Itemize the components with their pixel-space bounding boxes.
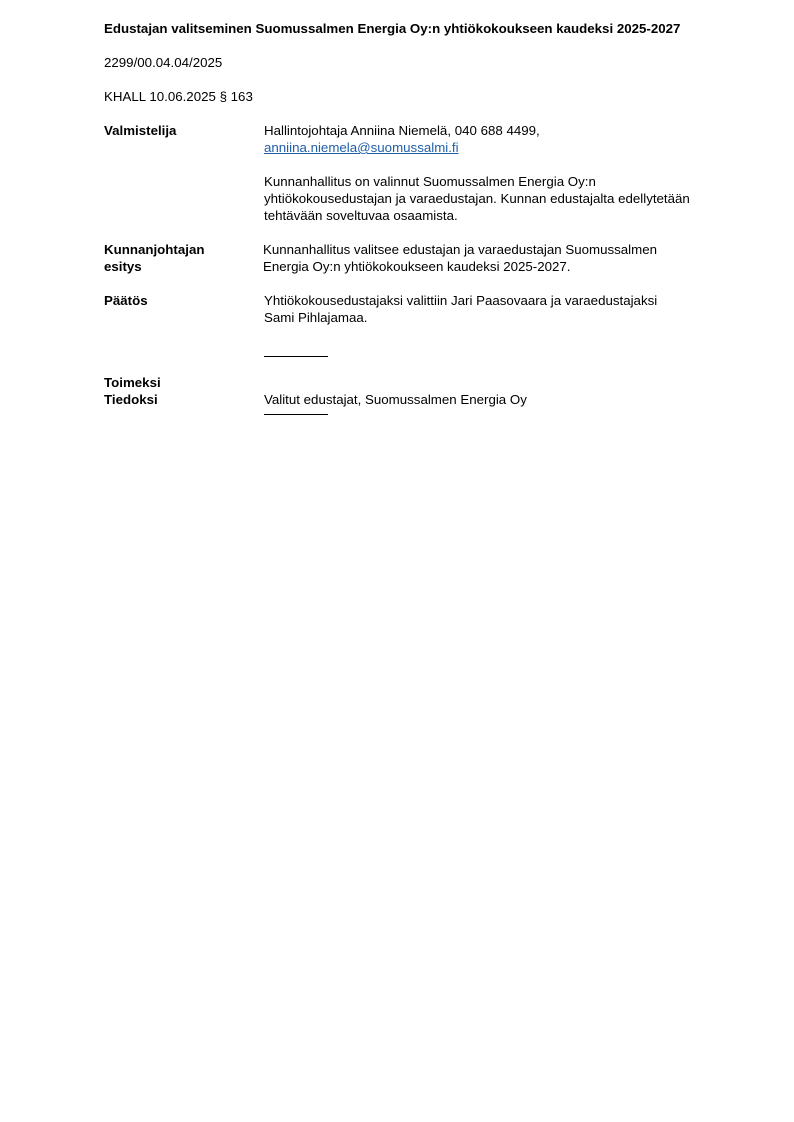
valmistelija-body-line-1: Kunnanhallitus on valinnut Suomussalmen Energia Oy:n: [264, 174, 596, 189]
valmistelija-body-line-3: tehtävään soveltuvaa osaamista.: [264, 208, 458, 223]
esitys-text-line-2: Energia Oy:n yhtiökokoukseen kaudeksi 2025-2027.: [263, 259, 571, 274]
document-page: [104, 20, 744, 415]
record-number: 2299/00.04.04/2025: [104, 55, 223, 70]
esitys-label-line-2: esitys: [104, 259, 142, 274]
document-title: Edustajan valitseminen Suomussalmen Energia Oy:n yhtiökokoukseen kaudeksi 2025-2027: [104, 21, 681, 36]
paatos-label: Päätös: [104, 293, 148, 308]
tiedoksi-divider: [264, 414, 328, 415]
valmistelija-content: [264, 122, 744, 224]
valmistelija-body-line-2: yhtiökokousedustajan ja varaedustajan. Kunnan edustajalta edellytetään: [264, 191, 690, 206]
section-paatos: [104, 292, 744, 357]
preparer-email-link[interactable]: anniina.niemela@suomussalmi.fi: [264, 140, 459, 155]
section-valmistelija: [104, 122, 744, 224]
meeting-reference: KHALL 10.06.2025 § 163: [104, 89, 253, 104]
esitys-label-line-1: Kunnanjohtajan: [104, 242, 205, 257]
tiedoksi-label: Tiedoksi: [104, 392, 158, 407]
section-toimeksi-tiedoksi: [104, 374, 744, 415]
esitys-content: [263, 241, 744, 275]
esitys-text-line-1: Kunnanhallitus valitsee edustajan ja varaedustajan Suomussalmen: [263, 242, 657, 257]
valmistelija-label: Valmistelija: [104, 123, 177, 138]
paatos-text-line-2: Sami Pihlajamaa.: [264, 310, 368, 325]
toimeksi-label: Toimeksi: [104, 375, 161, 390]
preparer-line: Hallintojohtaja Anniina Niemelä, 040 688 4499,: [264, 123, 540, 138]
toimeksi-tiedoksi-labels: [104, 374, 264, 415]
esitys-label: [104, 241, 264, 275]
paatos-content: [264, 292, 744, 357]
section-esitys: [104, 241, 744, 275]
tiedoksi-content: [264, 374, 744, 415]
paatos-divider: [264, 356, 328, 357]
paatos-text-line-1: Yhtiökokousedustajaksi valittiin Jari Paasovaara ja varaedustajaksi: [264, 293, 658, 308]
tiedoksi-text: Valitut edustajat, Suomussalmen Energia Oy: [264, 392, 527, 407]
